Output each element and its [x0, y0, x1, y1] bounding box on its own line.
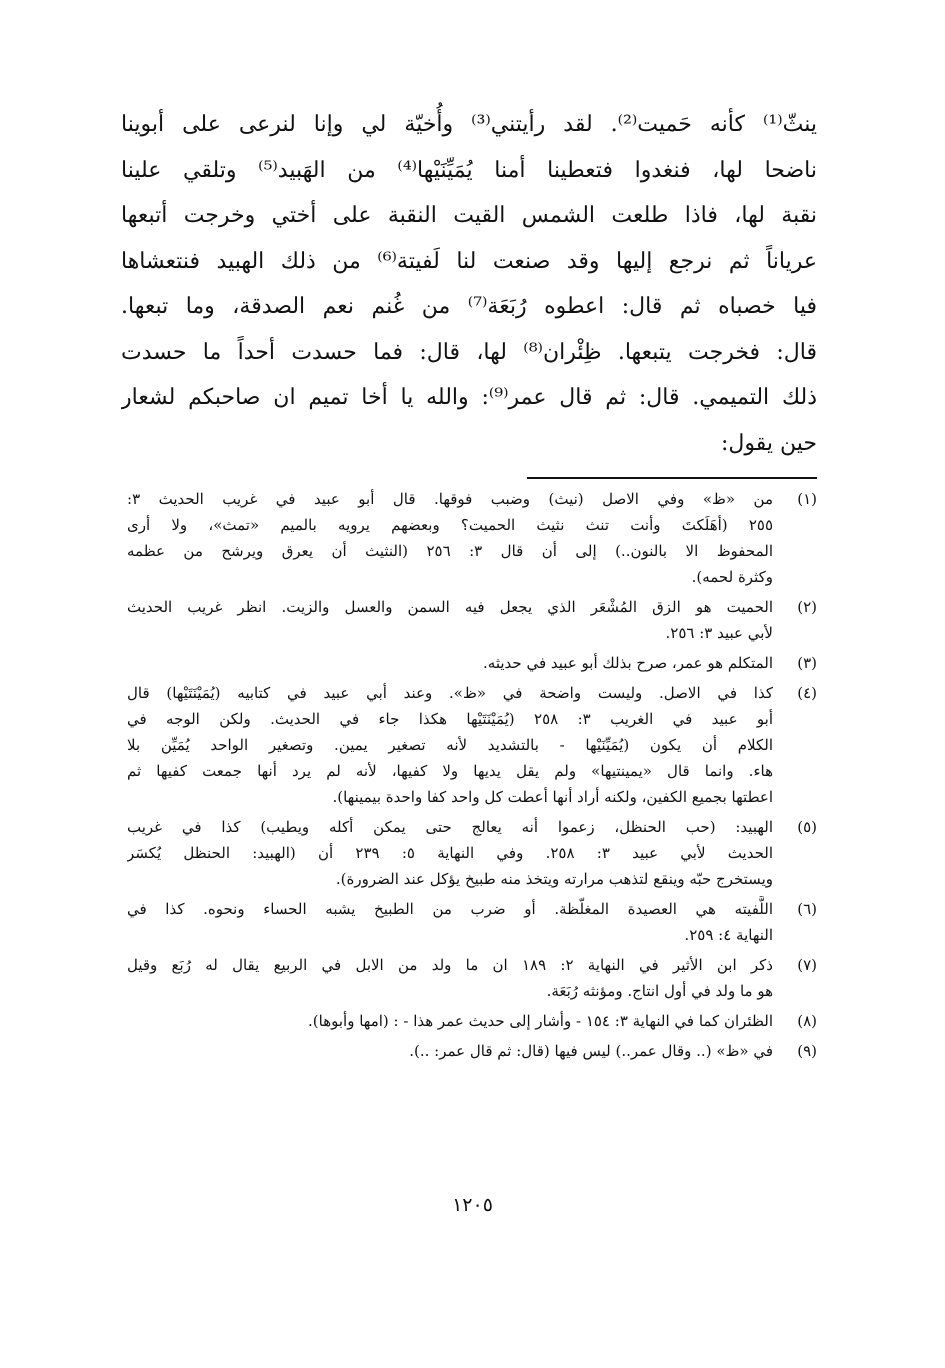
main-text-line: قال: فخرجت يتبعها. ظِئْران⁽⁸⁾ لها، قال: فما حسدت أحداً ما حسدت	[121, 339, 817, 365]
footnote-line: ويستخرج حبّه وينقع لتذهب مرارته ويتخذ منه طبيخ يؤكل عند الضرورة).	[335, 870, 773, 888]
footnote-text	[127, 1008, 773, 1034]
footnotes	[127, 486, 817, 1068]
footnote	[127, 952, 817, 1004]
footnote-line: الظئران كما في النهاية ٣: ١٥٤ - وأشار إلى حديث عمر هذا - : (امها وأبوها).	[308, 1012, 773, 1030]
footnote	[127, 1038, 817, 1064]
main-text-line: ينثّ⁽¹⁾ كأنه حَميت⁽²⁾. لقد رأيتني⁽³⁾ وأُخيّة لي وإنا لنرعى على أبوينا	[121, 112, 817, 137]
footnote	[127, 896, 817, 948]
footnote-line: الحديث لأبي عبيد ٣: ٢٥٨. وفي النهاية ٥: ٢٣٩ أن (الهبيد: الحنظل يُكسَر	[127, 844, 773, 862]
footnote-divider	[527, 477, 817, 479]
footnote-line: أبو عبيد في الغريب ٣: ٢٥٨ (يُمَيْنَتَيْها هكذا جاء في الحديث. ولكن الوجه في	[127, 710, 773, 728]
footnote	[127, 814, 817, 892]
footnote	[127, 650, 817, 676]
footnote-number: (٥)	[797, 818, 817, 836]
footnote-line: المحفوظ الا بالنون..) إلى أن قال ٣: ٢٥٦ (النثيث أن يعرق ويرشح من عظمه	[127, 542, 773, 560]
main-text-line: فيا خصباه ثم قال: اعطوه رُبَعَة⁽⁷⁾ من غُنم نعم الصدقة، وما تبعها.	[121, 294, 817, 319]
footnote-text	[127, 680, 773, 810]
main-text-line: نقبة لها، فاذا طلعت الشمس القيت النقبة على أختي وخرجت أتبعها	[121, 203, 817, 228]
footnote-number: (٨)	[797, 1012, 817, 1030]
footnote	[127, 486, 817, 590]
footnote-number: (١)	[797, 490, 817, 508]
footnote-line: اللَّفيته هي العصيدة المغلّظة. أو ضرب من الطبيخ يشبه الحساء ونحوه. كذا في	[127, 900, 773, 918]
footnote-line: ٢٥٥ (أهَلَكتَ وأنت تنث نثيث الحميت؟ وبعضهم يرويه بالميم «تمث»، ولا أرى	[127, 516, 773, 534]
footnote-number: (٩)	[797, 1042, 817, 1060]
footnote-line: النهاية ٤: ٢٥٩.	[684, 926, 773, 944]
page-number: ١٢٠٥	[452, 1194, 493, 1216]
footnote-line: لأبي عبيد ٣: ٢٥٦.	[665, 624, 773, 642]
footnote	[127, 594, 817, 646]
footnote-text	[127, 952, 773, 1004]
footnote-line: هاء. وانما قال «يمينتيها» ولم يقل يديها ولا كفيها، لأنه لم يرد أنها جمعت كفيها ثم	[127, 762, 773, 780]
footnote-line: ذكر ابن الأثير في النهاية ٢: ١٨٩ ان ما ولد من الابل في الربيع يقال له رُبَع وقيل	[127, 956, 773, 974]
footnote-line: الكلام أن يكون (يُمَيِّنَيْها - بالتشديد لأنه تصغير يمين. وتصغير الواحد يُمَيِّن بلا	[127, 736, 773, 754]
footnote	[127, 1008, 817, 1034]
footnote-number: (٦)	[797, 900, 817, 918]
footnote-line: هو ما ولد في أول انتاج. ومؤنثه رُبَعَة.	[546, 982, 773, 1000]
footnote-text	[127, 650, 773, 676]
footnote-line: من «ظ» وفي الاصل (نيث) وضبب فوقها. قال أبو عبيد في غريب الحديث ٣:	[127, 490, 773, 508]
footnote-line: وكثرة لحمه).	[691, 568, 773, 586]
footnote-text	[127, 1038, 773, 1064]
footnote-text	[127, 486, 773, 590]
footnote-line: في «ظ» (.. وقال عمر..) ليس فيها (قال: ثم قال عمر: ..).	[409, 1042, 773, 1060]
footnote-line: كذا في الاصل. وليست واضحة في «ظ». وعند أبي عبيد في كتابيه (يُمَيْنَتَيْها) قال	[127, 684, 773, 702]
footnote-text	[127, 814, 773, 892]
footnote-text	[127, 896, 773, 948]
footnote-text	[127, 594, 773, 646]
main-text-line: ذلك التميمي. قال: ثم قال عمر⁽⁹⁾: والله يا أخا تميم ان صاحبكم لشعار	[121, 385, 817, 410]
footnote-line: المتكلم هو عمر، صرح بذلك أبو عبيد في حديثه.	[483, 654, 773, 672]
main-text	[121, 102, 817, 466]
footnote-line: الهبيد: (حب الحنظل، زعموا أنه يعالج حتى يمكن أكله ويطيب) كذا في غريب	[127, 818, 773, 836]
footnote-line: اعطتها بجميع الكفين، ولكنه أراد أنها أعطت كل واحد كفا واحدة بيمينها).	[332, 788, 773, 806]
footnote-line: الحميت هو الزق المُشْعَر الذي يجعل فيه السمن والعسل والزيت. انظر غريب الحديث	[127, 598, 773, 616]
footnote	[127, 680, 817, 810]
footnote-number: (٢)	[797, 598, 817, 616]
footnote-number: (٧)	[797, 956, 817, 974]
footnote-number: (٤)	[797, 684, 817, 702]
main-text-line: حين يقول:	[721, 430, 817, 456]
footnote-number: (٣)	[797, 654, 817, 672]
main-text-line: ناضحا لها، فنغدوا فتعطينا أمنا يُمَيِّنَيْها⁽⁴⁾ من الهَبيد⁽⁵⁾ وتلقي علينا	[121, 157, 817, 183]
main-text-line: عرياناً ثم نرجع إليها وقد صنعت لنا لَفيتة⁽⁶⁾ من ذلك الهبيد فنتعشاها	[121, 248, 817, 274]
